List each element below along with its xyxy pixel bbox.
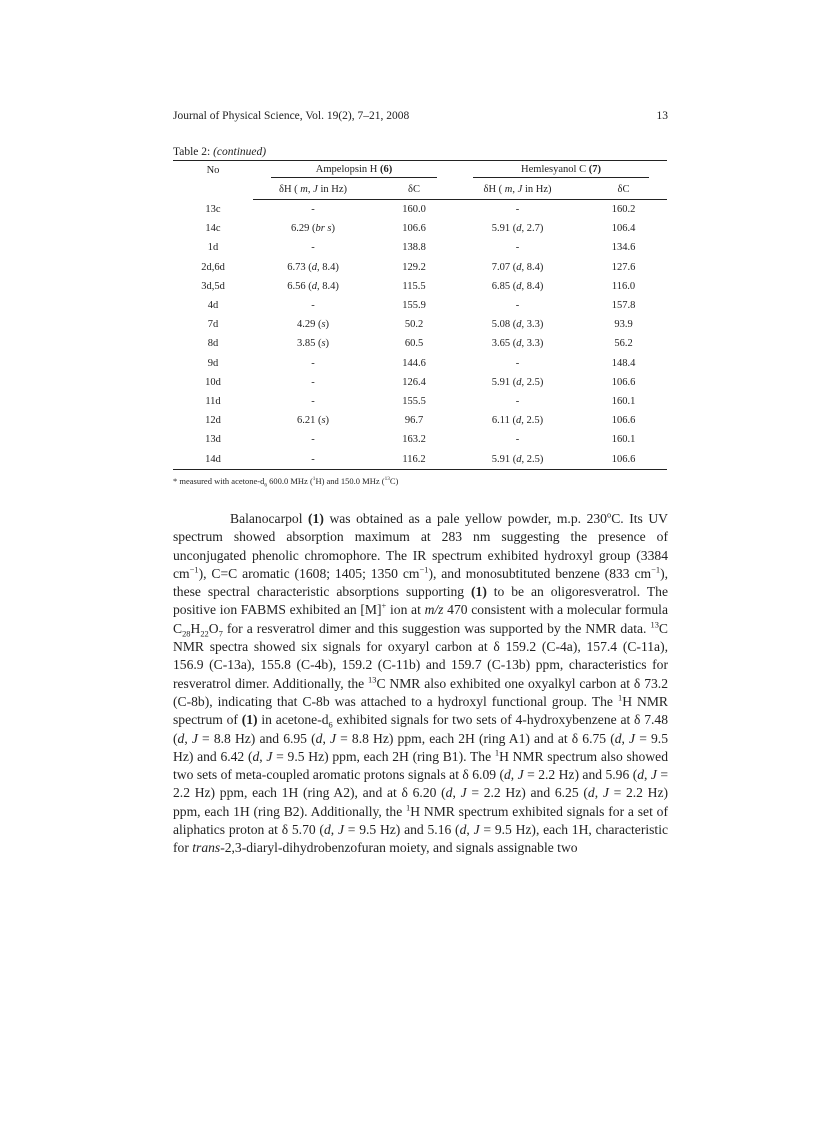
table-row xyxy=(173,449,667,469)
cell-dh-6: 6.73 (d, 8.4) xyxy=(287,261,339,273)
cell-dc-7: 160.2 xyxy=(611,204,636,216)
cell-dh-6: - xyxy=(311,300,315,312)
table-caption-label: Table 2: xyxy=(173,146,214,158)
cell-no: 14d xyxy=(173,449,253,469)
table-row xyxy=(173,277,667,296)
cell-no: 14c xyxy=(205,223,221,235)
cell-dh-7: 5.91 (d, 2.7) xyxy=(491,223,544,235)
cell-dc-6: 116.2 xyxy=(373,449,455,469)
table-row xyxy=(173,238,667,257)
cell-dh-7: - xyxy=(515,357,520,369)
cell-dh-6: 4.29 (s) xyxy=(296,319,330,331)
subheader-dh-6: δH ( m, J in Hz) xyxy=(253,180,373,200)
cell-dc-7: 148.4 xyxy=(611,357,636,369)
subheader-dc-7: δC xyxy=(580,180,667,200)
cell-no: 3d,5d xyxy=(201,280,225,292)
cell-dc-6: 138.8 xyxy=(402,242,426,254)
table-row xyxy=(173,354,667,373)
cell-dh-6: 6.29 (br s) xyxy=(290,223,336,235)
journal-citation: Journal of Physical Science, Vol. 19(2), 7–21, 2008 xyxy=(173,110,410,122)
table-row xyxy=(173,219,667,238)
compound-7-underline xyxy=(473,177,649,178)
cell-dh-6: 6.56 (d, 8.4) xyxy=(287,280,339,292)
cell-dh-7: - xyxy=(515,204,520,216)
cell-no: 1d xyxy=(207,242,219,254)
page-number: 13 xyxy=(656,110,668,122)
table-caption xyxy=(173,146,266,158)
cell-dc-6: 144.6 xyxy=(402,357,426,369)
compound-7-name: Hemlesyanol C xyxy=(521,163,587,175)
table-row xyxy=(173,200,667,220)
subheader-dc-6: δC xyxy=(373,180,455,200)
cell-dh-7: 7.07 (d, 8.4) xyxy=(491,261,544,273)
cell-dh-6: 6.21 (s) xyxy=(296,415,330,427)
cell-no: 10d xyxy=(205,376,221,388)
cell-dc-6: 50.2 xyxy=(404,319,424,331)
cell-dc-7: 56.2 xyxy=(614,338,633,350)
cell-dc-6: 106.6 xyxy=(402,223,426,235)
table-row xyxy=(173,315,667,334)
table-row xyxy=(173,334,667,353)
cell-dc-6: 155.9 xyxy=(402,300,426,312)
cell-dh-7: - xyxy=(515,300,520,312)
cell-dh-7: 5.08 (d, 3.3) xyxy=(491,319,544,331)
cell-dh-6: 3.85 (s) xyxy=(296,338,330,350)
cell-dh-7: - xyxy=(515,434,520,446)
table-row xyxy=(173,296,667,315)
column-header-compound-6 xyxy=(253,161,455,181)
cell-dc-6: 96.7 xyxy=(404,415,424,427)
column-header-compound-7 xyxy=(455,161,667,181)
cell-dc-7: 157.8 xyxy=(611,300,636,312)
cell-dh-7: 6.11 (d, 2.5) xyxy=(491,415,544,427)
cell-dc-6: 129.2 xyxy=(402,261,426,273)
cell-dc-6: 126.4 xyxy=(402,376,426,388)
cell-no: 11d xyxy=(205,395,221,407)
table-body xyxy=(173,200,667,470)
table-footnote: * measured with acetone-$d_6$ 600.0 MHz ($^1$H) and 150.0 MHz ($^{13}$C) xyxy=(173,476,399,489)
cell-dc-7: 160.1 xyxy=(611,395,636,407)
running-header xyxy=(173,110,668,122)
column-header-no: No xyxy=(173,161,253,200)
cell-dc-7: 134.6 xyxy=(611,242,636,254)
cell-no: 9d xyxy=(207,357,219,369)
cell-dh-6: - xyxy=(311,242,315,254)
cell-dh-7: - xyxy=(515,242,520,254)
cell-dc-7: 106.6 xyxy=(611,376,636,388)
cell-dh-7: 5.91 (d, 2.5) xyxy=(491,376,544,388)
table-row xyxy=(173,392,667,411)
compound-6-name: Ampelopsin H xyxy=(315,163,378,175)
cell-dh-7: - xyxy=(515,395,520,407)
cell-dc-7: 127.6 xyxy=(611,261,636,273)
paragraph-balanocarpol: Balanocarpol (1) was obtained as a pale yellow powder, m.p. 230$^o$C. Its UV spectrum showed absorption maximum at 283 nm suggesting the presence of unconjugated phenolic chromophore. The IR spectrum exhibited hydroxyl group (3384 $cm^{-1}$), C=C aromatic (1608; 1405; 1350 $cm^{-1}$), and monosubtituted benzene (833 $cm^{-1}$), these spectral characteristic absorptions supporting (1) to be an oligoresveratrol. The positive ion FABMS exhibited an [M]+ ion at m/z 470 consistent with a molecular formula $C_{28}H_{22}O_7$ for a resveratrol dimer and this suggestion was supported by the NMR data. $^{13}$C NMR spectra showed six signals for oxyaryl carbon at δ 159.2 (C-4a), 157.4 (C-11a), 156.9 (C-13a), 155.8 (C-4b), 159.2 (C-11b) and 159.7 (C-13b) ppm, characteristics for resveratrol dimer. Additionally, the $^{13}$C NMR also exhibited one oxyalkyl carbon at δ 73.2 (C-8b), indicating that C-8b was attached to a hydroxyl functional group. The $^1$H NMR spectrum of (1) in acetone-$d_6$ exhibited signals for two sets of 4-hydroxybenzene at δ 7.48 (d, J = 8.8 Hz) and 6.95 (d, J = 8.8 Hz) ppm, each 2H (ring A1) and at δ 6.75 (d, J = 9.5 Hz) and 6.42 (d, J = 9.5 Hz) ppm, each 2H (ring B1). The $^1$H NMR spectrum also showed two sets of meta-coupled aromatic protons signals at δ 6.09 (d, J = 2.2 Hz) and 5.96 (d, J = 2.2 Hz) ppm, each 1H (ring A2), and at δ 6.20 (d, J = 2.2 Hz) and 6.25 (d, J = 2.2 Hz) ppm, each 1H (ring B2). Additionally, the $^1$H NMR spectrum exhibited signals for a set of aliphatics proton at δ 5.70 (d, J = 9.5 Hz) and 5.16 (d, J = 9.5 Hz), each 1H, characteristic for trans-2,3-diaryl-dihydrobenzofuran moiety, and signals assignable two xyxy=(173,509,669,856)
compound-6-number: (6) xyxy=(379,163,393,175)
cell-dh-6: - xyxy=(311,357,315,369)
cell-dc-7: 106.6 xyxy=(611,415,636,427)
cell-no: 2d,6d xyxy=(201,261,225,273)
nmr-data-table xyxy=(173,160,667,470)
cell-dh-6: - xyxy=(311,395,315,407)
cell-dh-6: - xyxy=(253,449,373,469)
cell-dh-6: - xyxy=(311,376,315,388)
body-text xyxy=(173,510,668,858)
cell-dc-6: 115.5 xyxy=(402,280,426,292)
cell-dc-6: 160.0 xyxy=(402,204,426,216)
table-row xyxy=(173,411,667,430)
table-caption-note: (continued) xyxy=(213,146,267,158)
cell-dc-6: 60.5 xyxy=(404,338,424,350)
cell-dh-7: 6.85 (d, 8.4) xyxy=(491,280,544,292)
cell-dc-7: 160.1 xyxy=(611,434,636,446)
table-row xyxy=(173,373,667,392)
cell-dc-7: 116.0 xyxy=(611,280,636,292)
cell-dh-7: 3.65 (d, 3.3) xyxy=(491,338,544,350)
cell-dc-7: 106.6 xyxy=(580,449,667,469)
cell-no: 8d xyxy=(207,338,219,350)
compound-6-underline xyxy=(271,177,437,178)
cell-no: 4d xyxy=(207,300,219,312)
table-row xyxy=(173,430,667,449)
table-row xyxy=(173,258,667,277)
cell-dh-6: - xyxy=(311,434,315,446)
cell-dc-7: 106.4 xyxy=(611,223,636,235)
cell-dh-6: - xyxy=(311,204,315,216)
compound-7-number: (7) xyxy=(588,163,601,175)
cell-dc-6: 163.2 xyxy=(402,434,426,446)
cell-dc-7: 93.9 xyxy=(614,319,633,331)
cell-dc-6: 155.5 xyxy=(402,395,426,407)
cell-no: 7d xyxy=(207,319,219,331)
subheader-dh-7: δH ( m, J in Hz) xyxy=(455,180,580,200)
cell-no: 12d xyxy=(205,415,221,427)
cell-no: 13d xyxy=(205,434,221,446)
cell-no: 13c xyxy=(205,203,221,215)
cell-dh-7: 5.91 (d, 2.5) xyxy=(455,449,580,469)
